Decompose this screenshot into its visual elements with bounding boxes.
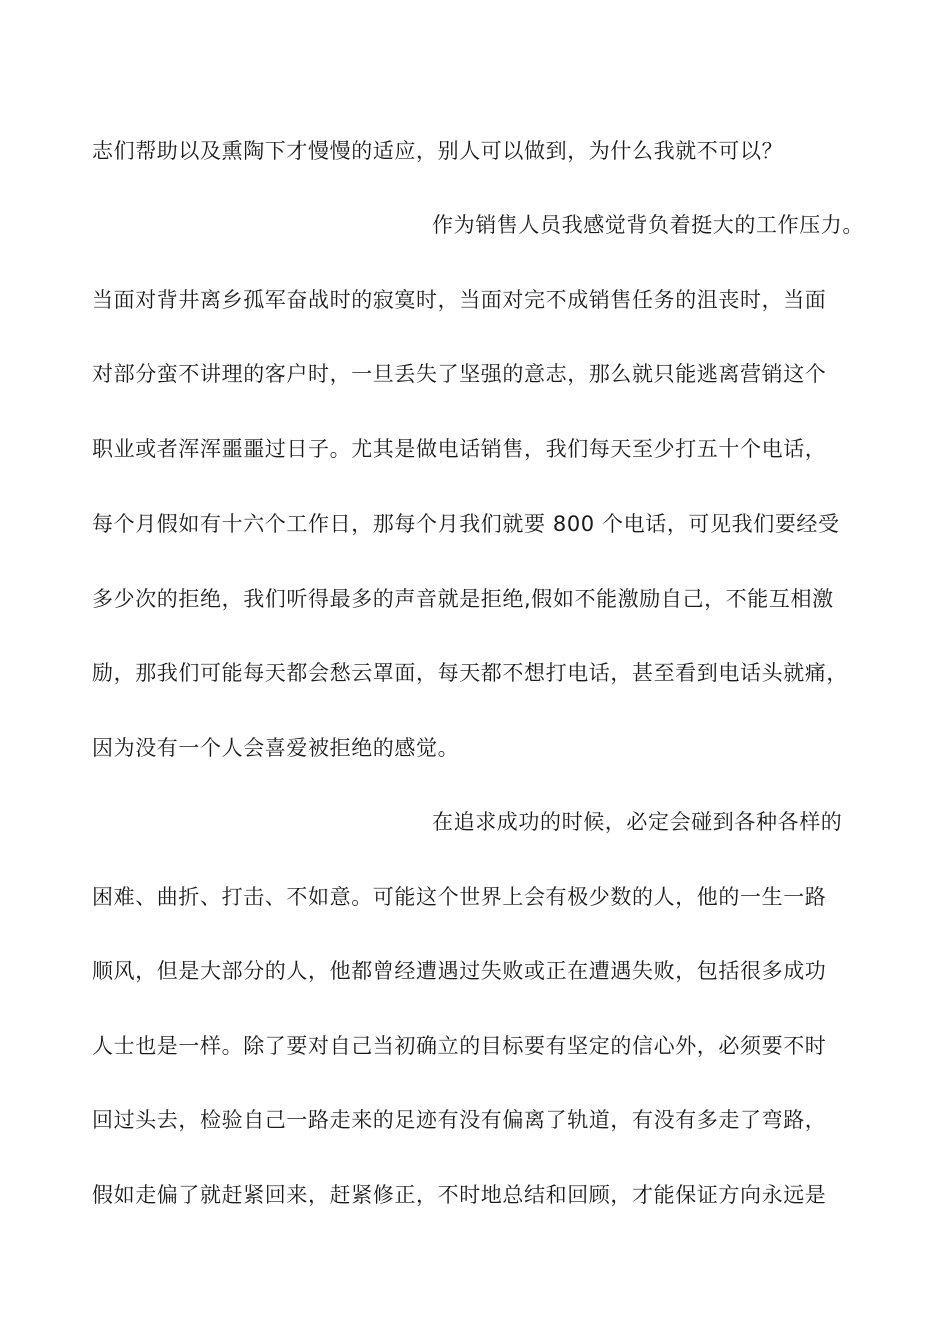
text-line-9: 因为没有一个人会喜爱被拒绝的感觉。 [92,736,460,760]
text-line-14: 回过头去，检验自己一路走来的足迹有没有偏离了轨道，有没有多走了弯路， [92,1108,827,1132]
text-line-5: 职业或者浑浑噩噩过日子。尤其是做电话销售，我们每天至少打五十个电话， [92,437,827,461]
text-line-4: 对部分蛮不讲理的客户时，一旦丢失了坚强的意志，那么就只能逃离营销这个 [92,362,827,386]
text-line-13: 人士也是一样。除了要对自己当初确立的目标要有坚定的信心外，必须要不时 [92,1034,827,1058]
text-line-3: 当面对背井离乡孤军奋战时的寂寞时，当面对完不成销售任务的沮丧时，当面 [92,288,827,312]
text-line-7: 多少次的拒绝，我们听得最多的声音就是拒绝,假如不能激励自己，不能互相激 [92,587,834,611]
text-line-2: 作为销售人员我感觉背负着挺大的工作压力。 [432,213,864,237]
text-line-10: 在追求成功的时候，必定会碰到各种各样的 [432,810,843,834]
text-line-1: 志们帮助以及熏陶下才慢慢的适应，别人可以做到，为什么我就不可以？ [92,139,784,163]
text-line-15: 假如走偏了就赶紧回来，赶紧修正，不时地总结和回顾，才能保证方向永远是 [92,1183,827,1207]
text-line-8: 励，那我们可能每天都会愁云罩面，每天都不想打电话，甚至看到电话头就痛， [92,661,848,685]
text-line-11: 困难、曲折、打击、不如意。可能这个世界上会有极少数的人，他的一生一路 [92,885,827,909]
text-line-6: 每个月假如有十六个工作日，那每个月我们就要 800 个电话，可见我们要经受 [92,512,840,536]
text-line-12: 顺风，但是大部分的人，他都曾经遭遇过失败或正在遭遇失败，包括很多成功 [92,959,827,983]
